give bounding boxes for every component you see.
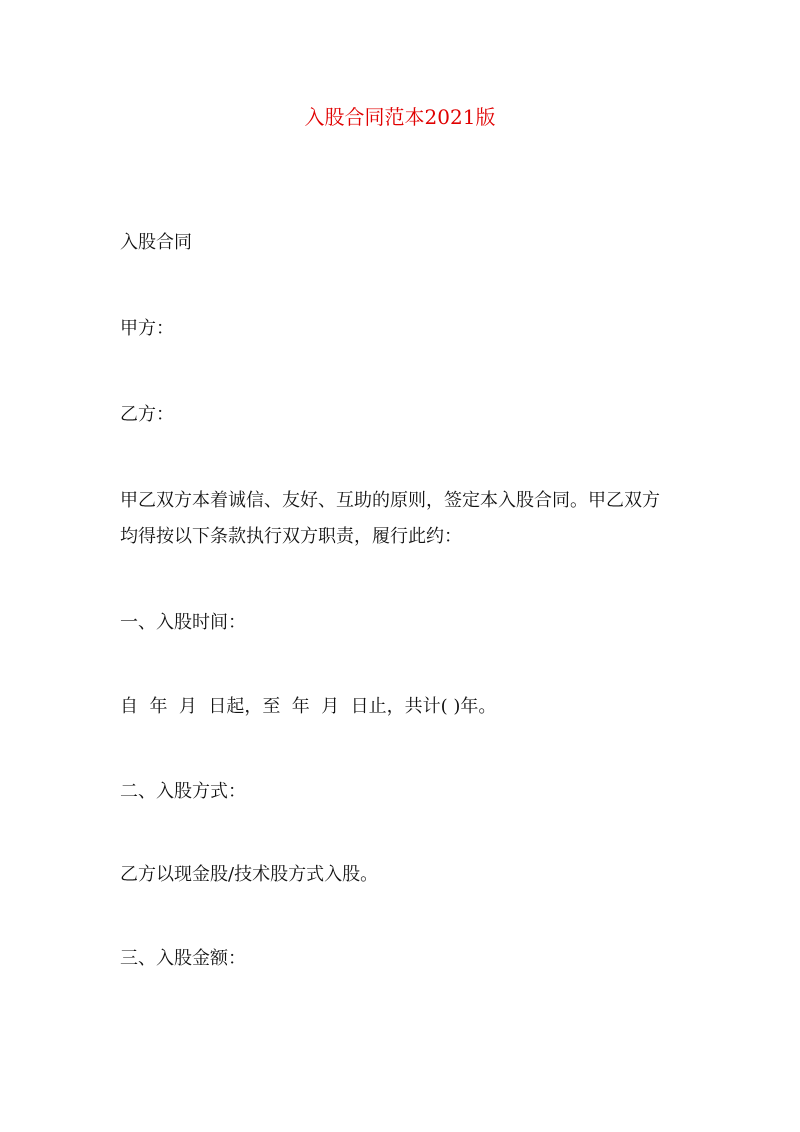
document-title: 入股合同范本2021版 (304, 105, 496, 129)
section-1-heading: 一、入股时间： (120, 612, 246, 633)
section-3-heading: 三、入股金额： (120, 948, 246, 969)
party-b-label: 乙方： (120, 404, 174, 425)
intro-paragraph (120, 483, 692, 555)
intro-line-2: 均得按以下条款执行双方职责，履行此约： (120, 526, 462, 547)
section-1-body: 自 年 月 日起，至 年 月 日止，共计( )年。 (120, 696, 497, 717)
party-a-label: 甲方： (120, 318, 174, 339)
contract-heading: 入股合同 (120, 232, 192, 253)
section-2-heading: 二、入股方式： (120, 781, 246, 802)
intro-line-1: 甲乙双方本着诚信、友好、互助的原则，签定本入股合同。甲乙双方 (120, 490, 660, 511)
section-2-body: 乙方以现金股/技术股方式入股。 (120, 864, 379, 885)
